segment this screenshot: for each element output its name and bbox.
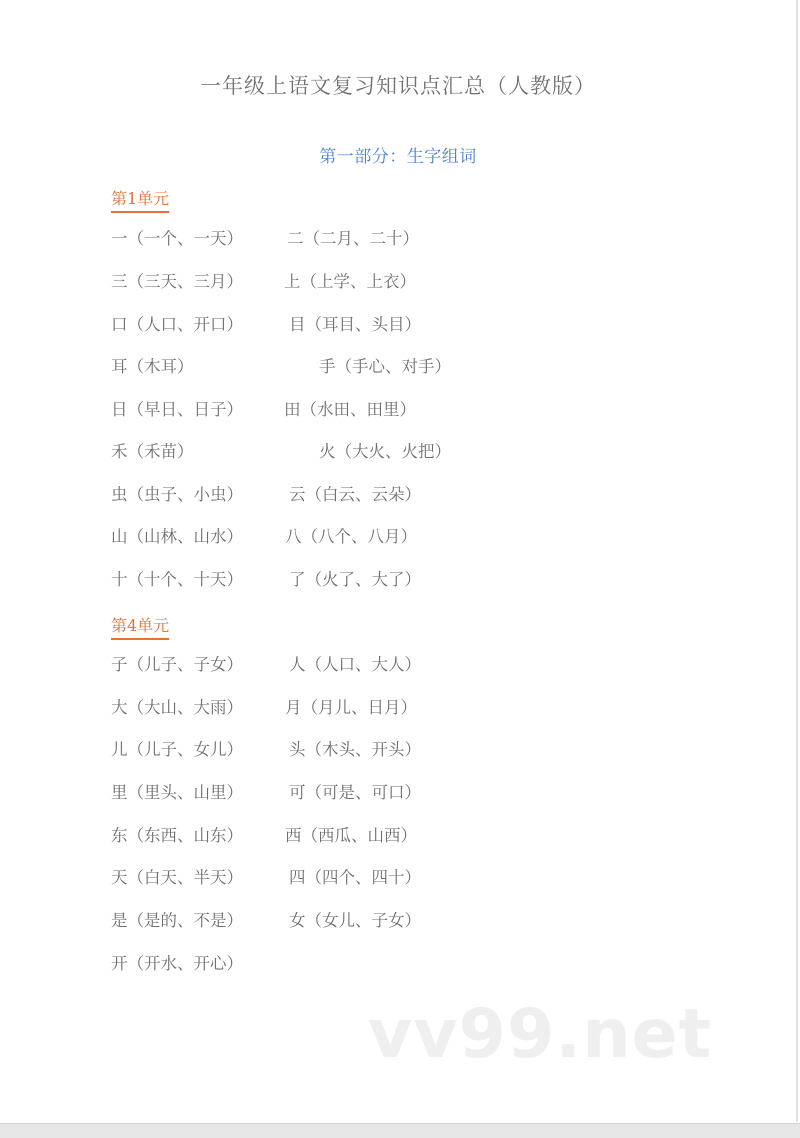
word-entry: 是（是的、不是）	[111, 911, 243, 930]
word-entry: 日（早日、日子）	[111, 400, 243, 419]
part-title: 第一部分：生字组词	[319, 147, 477, 167]
word-entry: 头（木头、开头）	[289, 740, 421, 759]
word-entry: 火（大火、火把）	[319, 442, 451, 461]
word-entry: 口（人口、开口）	[111, 315, 243, 334]
word-entry: 里（里头、山里）	[111, 783, 243, 802]
word-entry: 东（东西、山东）	[111, 826, 243, 845]
word-entry: 四（四个、四十）	[289, 868, 421, 887]
word-entry: 田（水田、田里）	[284, 400, 416, 419]
word-entry: 一（一个、一天）	[111, 229, 243, 248]
word-entry: 人（人口、大人）	[289, 655, 421, 674]
word-entry: 云（白云、云朵）	[289, 485, 421, 504]
word-entry: 手（手心、对手）	[319, 357, 451, 376]
page-bottom-edge	[0, 1123, 800, 1138]
word-entry: 儿（儿子、女儿）	[111, 740, 243, 759]
word-entry: 了（火了、大了）	[289, 570, 421, 589]
word-entry: 十（十个、十天）	[111, 570, 243, 589]
unit-heading-1: 第1单元	[111, 189, 169, 213]
word-entry: 虫（虫子、小虫）	[111, 485, 243, 504]
word-entry: 可（可是、可口）	[289, 783, 421, 802]
unit-heading-4: 第4单元	[111, 616, 169, 640]
word-entry: 八（八个、八月）	[285, 527, 417, 546]
word-entry: 耳（木耳）	[111, 357, 194, 376]
word-entry: 开（开水、开心）	[111, 954, 243, 973]
word-entry: 上（上学、上衣）	[284, 272, 416, 291]
word-entry: 大（大山、大雨）	[111, 698, 243, 717]
word-entry: 三（三天、三月）	[111, 272, 243, 291]
word-entry: 二（二月、二十）	[287, 229, 419, 248]
watermark: vv99.net	[368, 995, 713, 1074]
document-title: 一年级上语文复习知识点汇总（人教版）	[200, 74, 596, 98]
word-entry: 山（山林、山水）	[111, 527, 243, 546]
word-entry: 天（白天、半天）	[111, 868, 243, 887]
word-entry: 西（西瓜、山西）	[285, 826, 417, 845]
word-entry: 月（月儿、日月）	[285, 698, 417, 717]
word-entry: 目（耳目、头目）	[289, 315, 421, 334]
word-entry: 女（女儿、子女）	[289, 911, 421, 930]
word-entry: 禾（禾苗）	[111, 442, 194, 461]
word-entry: 子（儿子、子女）	[111, 655, 243, 674]
